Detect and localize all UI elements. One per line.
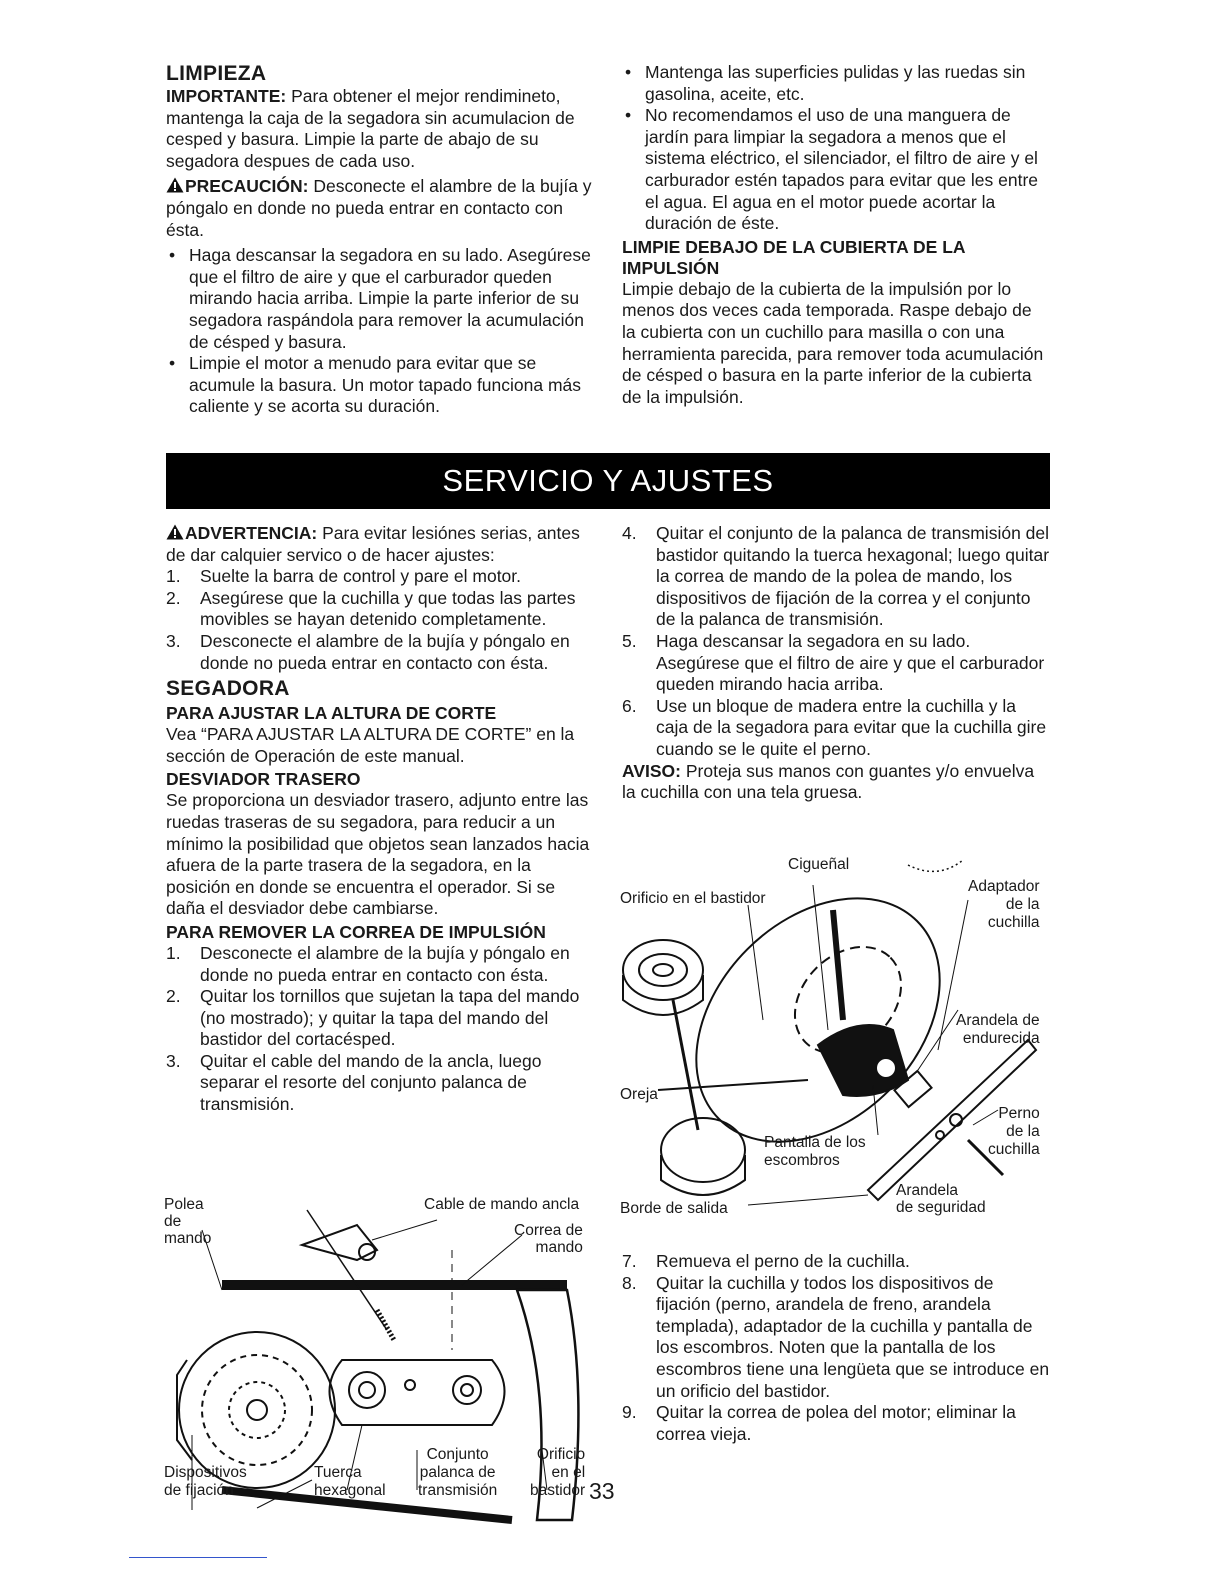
- drive-belt-figure: [162, 1190, 602, 1530]
- frame-hole-label: Orificio en el bastidor: [620, 890, 766, 907]
- warning-lead: ADVERTENCIA:: [185, 523, 318, 543]
- tab-label: Oreja: [620, 1086, 658, 1103]
- deflector-text: Se proporciona un desviador trasero, adjunto entre las ruedas traseras de su segadora, para reducir a un mínimo la posibilidad que objetos sean lanzados hacia afuera de la parte trasera de la segadora, en la posición en donde se encuentra el operador. Si se daña el desviador debe cambiarse.: [166, 790, 590, 919]
- belt-steps-left: [166, 943, 594, 1116]
- list-item: 2. Asegúrese que la cuchilla y que todas las partes movibles se hayan detenido completamente.: [166, 587, 576, 630]
- cleaning-bullets-right: [622, 62, 1050, 235]
- list-item: • Mantenga las superficies pulidas y las ruedas sin gasolina, aceite, etc.: [622, 62, 1050, 105]
- list-item: 9. Quitar la correa de polea del motor; eliminar la correa vieja.: [622, 1402, 1016, 1444]
- important-paragraph: [166, 86, 592, 172]
- warning-triangle-icon: [166, 524, 184, 540]
- belt-steps-right: [622, 523, 1050, 761]
- drive-cover-title: LIMPIE DEBAJO DE LA CUBIERTA DE LA IMPULSIÓN: [622, 236, 965, 278]
- list-item: 1. Suelte la barra de control y pare el motor.: [166, 566, 522, 587]
- important-lead: IMPORTANTE:: [166, 86, 287, 106]
- blade-adapter-label: Adaptador de la cuchilla: [968, 878, 1040, 931]
- cut-height-text: Vea “PARA AJUSTAR LA ALTURA DE CORTE” en la sección de Operación de este manual.: [166, 724, 575, 766]
- belt-label: Correa de mando: [514, 1222, 583, 1256]
- bottom-rule: [129, 1557, 267, 1558]
- cleaning-column-left: [166, 62, 592, 418]
- notice-paragraph: [622, 761, 1050, 804]
- warning-text: Para evitar lesiónes serias, antes de dar calquier servico o de hacer ajustes:: [166, 523, 580, 565]
- warning-triangle-icon: [166, 177, 184, 193]
- list-item: • No recomendamos el uso de una manguera de jardín para limpiar la segadora a menos que el sistema eléctrico, el silenciador, el filtro de aire y el carburador estén tapados para evitar que les entre el agua. El agua en el motor puede acortar la duración de éste.: [622, 105, 1050, 235]
- trailing-edge-label: Borde de salida: [620, 1200, 728, 1217]
- blade-figure: [618, 850, 1058, 1230]
- lock-washer-label: Arandela de seguridad: [896, 1182, 986, 1216]
- belt-steps-after: [622, 1251, 1050, 1445]
- list-item: 8. Quitar la cuchilla y todos los dispositivos de fijación (perno, arandela de freno, arandela templada), adaptador de la cuchilla y pantalla de los escombros. Noten que la pantalla de los escombros tiene una lengüeta que se introduce en un orificio del bastidor.: [622, 1272, 1050, 1401]
- list-item: 3. Quitar el cable del mando de la ancla, luego separar el resorte del conjunto palanca de transmisión.: [166, 1050, 542, 1115]
- warning-paragraph: [166, 523, 594, 566]
- deflector-title: DESVIADOR TRASERO: [166, 769, 361, 790]
- service-column-right-lower: [622, 1251, 1050, 1445]
- service-column-right: [622, 523, 1050, 804]
- list-item: 4. Quitar el conjunto de la palanca de transmisión del bastidor quitando la tuerca hexagonal; luego quitar la correa de mando de la polea de mando, los dispositivos de fijación de la correa y el conjunto de la palanca de transmisión.: [622, 523, 1050, 630]
- belt-removal-title: PARA REMOVER LA CORREA DE IMPULSIÓN: [166, 921, 546, 942]
- list-item: 7. Remueva el perno de la cuchilla.: [622, 1251, 910, 1271]
- cleaning-bullets-left: [166, 245, 592, 418]
- cleaning-column-right: [622, 62, 1050, 408]
- fasteners-label: Dispositivos de fijación: [164, 1464, 247, 1499]
- notice-lead: AVISO:: [622, 760, 681, 781]
- cable-anchor-label: Cable de mando ancla: [424, 1196, 580, 1213]
- section-banner: SERVICIO Y AJUSTES: [166, 453, 1050, 509]
- cut-height-title: PARA AJUSTAR LA ALTURA DE CORTE: [166, 703, 497, 724]
- list-item: 2. Quitar los tornillos que sujetan la tapa del mando (no mostrado); y quitar la tapa del mando del bastidor del cortacésped.: [166, 986, 580, 1050]
- caution-text: Desconecte el alambre de la bujía y póngalo en donde no pueda entrar en contacto con ésta.: [166, 176, 592, 240]
- pulley-label: Polea de mando: [164, 1196, 212, 1247]
- list-item: 6. Use un bloque de madera entre la cuchilla y la caja de la segadora para evitar que la cuchilla gire cuando se le quite el perno.: [622, 695, 1047, 759]
- caution-lead: PRECAUCIÓN:: [185, 176, 309, 197]
- important-text: Para obtener el mejor rendimineto, mantenga la caja de la segadora sin acumulacion de cesped y basura. Limpie la parte de abajo de su segadora despues de cada uso.: [166, 86, 575, 171]
- list-item: • Haga descansar la segadora en su lado. Asegúrese que el filtro de aire y que el carburador queden mirando hacia arriba. Limpie la parte inferior de su segadora raspándola para remover la acumulación de césped y basura.: [166, 245, 592, 353]
- crankshaft-label: Cigueñal: [788, 856, 850, 873]
- notice-text: Proteja sus manos con guantes y/o envuelva la cuchilla con una tela gruesa.: [622, 760, 1035, 803]
- lever-label: Conjunto palanca de transmisión: [418, 1446, 498, 1499]
- list-item: 3. Desconecte el alambre de la bujía y póngalo en donde no pueda entrar en contacto con ésta.: [166, 630, 570, 673]
- caution-paragraph: [166, 176, 592, 241]
- nut-label: Tuerca hexagonal: [314, 1464, 386, 1499]
- list-item: 5. Haga descansar la segadora en su lado. Asegúrese que el filtro de aire y que el carburador queden mirando hacia arriba.: [622, 630, 1045, 695]
- blade-bolt-label: Perno de la cuchilla: [988, 1105, 1040, 1158]
- service-column-left: [166, 523, 594, 1116]
- cleaning-title: LIMPIEZA: [166, 62, 267, 85]
- frame-hole-label: Orificio en el bastidor: [530, 1446, 586, 1499]
- mower-title: SEGADORA: [166, 677, 290, 701]
- safety-steps: [166, 566, 594, 674]
- hardened-washer-label: Arandela de endurecida: [956, 1012, 1040, 1047]
- drive-cover-text: Limpie debajo de la cubierta de la impulsión por lo menos dos veces cada temporada. Raspe debajo de la cubierta con un cuchillo para masilla o con una herramienta parecida, para remover toda acumulación de césped o basura en la parte inferior de la cubierta de la impulsión.: [622, 278, 1044, 407]
- list-item: • Limpie el motor a menudo para evitar que se acumule la basura. Un motor tapado funciona más caliente y se acorta su duración.: [166, 353, 592, 418]
- list-item: 1. Desconecte el alambre de la bujía y póngalo en donde no pueda entrar en contacto con ésta.: [166, 942, 570, 985]
- debris-screen-label: Pantalla de los escombros: [764, 1134, 866, 1169]
- page-number: 33: [589, 1478, 615, 1504]
